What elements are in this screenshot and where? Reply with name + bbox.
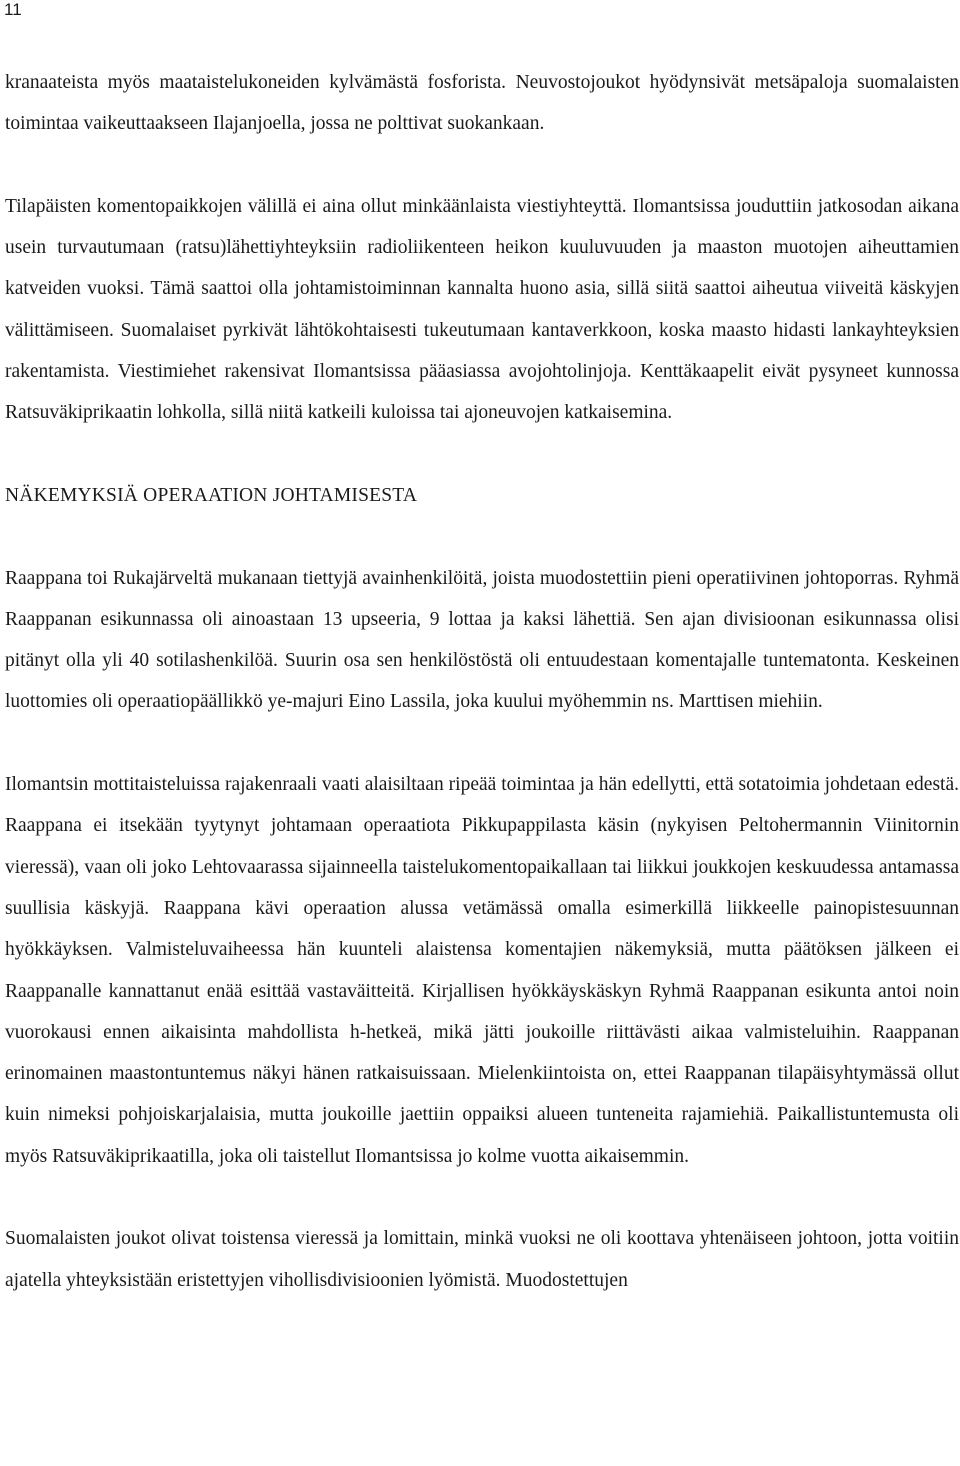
paragraph-communications: Tilapäisten komentopaikkojen välillä ei aina ollut minkäänlaista viestiyhteyttä. Ilomantsissa jouduttiin jatkosodan aikana usein turvautumaan (ratsu)lähettiyhteyksiin radioliikenteen heikon kuuluvuuden ja maaston muotojen aiheuttamien katveiden vuoksi. Tämä saattoi olla johtamistoiminnan kannalta huono asia, sillä siitä saattoi aiheutua viiveitä käskyjen välittämiseen. Suomalaiset pyrkivät lähtökohtaisesti tukeutumaan kantaverkkoon, koska maasto hidasti lankayhteyksien rakentamista. Viestimiehet rakensivat Ilomantsissa pääasiassa avojohtolinjoja. Kenttäkaapelit eivät pysyneet kunnossa Ratsuväkiprikaatin lohkolla, sillä niitä katkeili kuloissa tai ajoneuvojen katkaisemina.: [5, 195, 959, 424]
document-body: [5, 62, 959, 1301]
paragraph-unified-command: Suomalaisten joukot olivat toistensa vieressä ja lomittain, minkä vuoksi ne oli koottava yhtenäiseen johtoon, jotta voitiin ajatella yhteyksistään eristettyjen vihollisdivisioonien lyömistä. Muodostettujen: [5, 1228, 959, 1291]
section-heading: NÄKEMYKSIÄ OPERAATION JOHTAMISESTA: [5, 484, 418, 506]
paragraph-command-staff: Raappana toi Rukajärveltä mukanaan tiettyjä avainhenkilöitä, joista muodostettiin pieni operatiivinen johtoporras. Ryhmä Raappanan esikunnassa oli ainoastaan 13 upseeria, 9 lottaa ja kaksi lähettiä. Sen ajan divisioonan esikunnassa olisi pitänyt olla yli 40 sotilashenkilöä. Suurin osa sen henkilöstöstä oli entuudestaan komentajalle tuntematonta. Keskeinen luottomies oli operaatiopäällikkö ye-majuri Eino Lassila, joka kuului myöhemmin ns. Marttisen miehiin.: [5, 567, 959, 713]
paragraph-leading-from-front: Ilomantsin mottitaisteluissa rajakenraali vaati alaisiltaan ripeää toimintaa ja hän edellytti, että sotatoimia johdetaan edestä. Raappana ei itsekään tyytynyt johtamaan operaatiota Pikkupappilasta käsin (nykyisen Peltohermannin Viinitornin vieressä), vaan oli joko Lehtovaarassa sijainneella taistelukomentopaikallaan tai liikkui joukkojen keskuudessa antamassa suullisia käskyjä. Raappana kävi operaation alussa vetämässä omalla esimerkillä liikkeelle painopistesuunnan hyökkäyksen. Valmisteluvaiheessa hän kuunteli alaistensa komentajien näkemyksiä, mutta päätöksen jälkeen ei Raappanalle kannattanut enää esittää vastaväitteitä. Kirjallisen hyökkäyskäskyn Ryhmä Raappanan esikunta antoi noin vuorokausi ennen aikaisinta mahdollista h-hetkeä, mikä jätti joukoille riittävästi aikaa valmisteluihin. Raappanan erinomainen maastontuntemus näkyi hänen ratkaisuissaan. Mielenkiintoista on, ettei Raappanan tilapäisyhtymässä ollut kuin nimeksi pohjoiskarjalaisia, mutta joukoille jaettiin oppaiksi alueen tunteneita rajamiehiä. Paikallistuntemusta oli myös Ratsuväkiprikaatilla, joka oli taistellut Ilomantsissa jo kolme vuotta aikaisemmin.: [5, 774, 959, 1167]
paragraph-phosphorus-forest-fires: kranaateista myös maataistelukoneiden kylvämästä fosforista. Neuvostojoukot hyödynsivät metsäpaloja suomalaisten toimintaa vaikeuttaakseen Ilajanjoella, jossa ne polttivat suokankaan.: [5, 72, 959, 135]
page-number: 11: [4, 0, 22, 19]
